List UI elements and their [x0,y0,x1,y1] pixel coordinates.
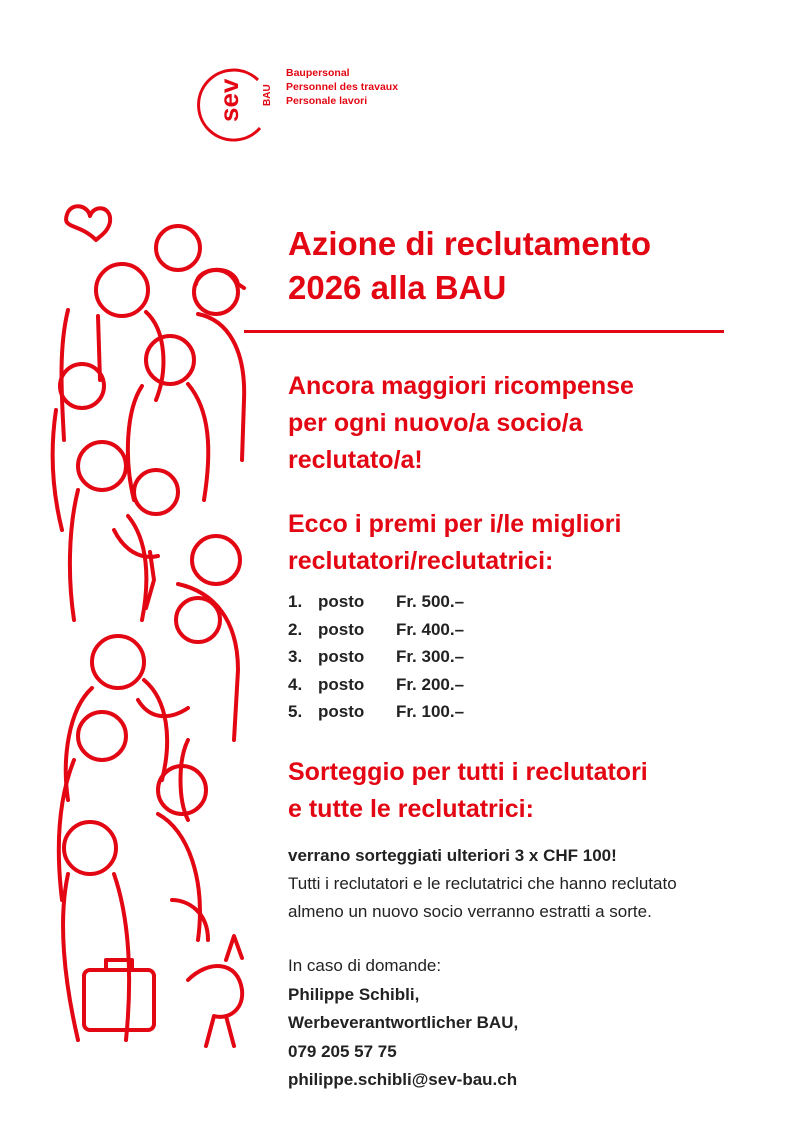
prize-amount: Fr. 500.– [396,592,465,611]
contact-email[interactable]: philippe.schibli@sev-bau.ch [288,1070,518,1089]
title-block [288,222,778,310]
contact-block [288,952,778,1095]
draw-lead: verrano sorteggiati ulteriori 3 x CHF 100! [288,846,617,865]
contact-intro: In caso di domande: [288,956,442,975]
rewards-heading [288,368,758,479]
prize-amount: Fr. 400.– [396,619,465,639]
contact-phone[interactable]: 079 205 57 75 [288,1041,397,1061]
prizes-heading [288,506,758,580]
heading-line: per ogni nuovo/a socio/a [288,409,583,437]
prize-row [288,647,688,675]
prize-row [288,592,688,620]
contact-role: Werbeverantwortlicher BAU, [288,1013,519,1032]
logo-taglines [286,66,398,108]
prize-row [288,675,688,703]
heading-line: Ecco i premi per i/le migliori [288,510,622,538]
title-line: Azione di reclutamento [288,225,652,262]
prize-rank: 4. [288,674,303,694]
draw-line: almeno un nuovo socio verranno estratti a sorte. [288,902,652,921]
title-line: 2026 alla BAU [288,269,507,306]
prize-label: posto [318,592,365,611]
sev-bau-logo [190,60,420,150]
prize-row [288,702,688,730]
page-title [288,222,778,310]
logo-mark [190,60,280,150]
prize-rank: 2. [288,619,303,639]
heading-line: Sorteggio per tutti i reclutatori [288,758,648,786]
logo-line: Personnel des travaux [286,81,399,93]
heading-line: reclutatori/reclutatrici: [288,547,554,575]
prize-amount: Fr. 300.– [396,647,465,666]
logo-line: Baupersonal [286,67,350,79]
logo-wordmark: sev [214,78,244,122]
heading-line: e tutte le reclutatrici: [288,795,534,823]
prize-label: posto [318,702,365,721]
crowd-illustration [38,200,258,1060]
heading-line: reclutato/a! [288,446,423,474]
prize-row [288,620,688,648]
prize-list [288,592,688,730]
prize-amount: Fr. 200.– [396,674,465,694]
prize-amount: Fr. 100.– [396,702,465,721]
prize-rank: 5. [288,702,303,721]
draw-line: Tutti i reclutatori e le reclutatrici che hanno reclutato [288,874,677,893]
title-divider [244,330,724,333]
logo-line: Personale lavori [286,95,368,107]
prize-rank: 3. [288,647,303,666]
prize-label: posto [318,674,365,694]
contact-name: Philippe Schibli, [288,984,420,1004]
prize-rank: 1. [288,592,303,611]
logo-sub: BAU [262,84,273,106]
heading-line: Ancora maggiori ricompense [288,372,634,400]
prize-label: posto [318,619,365,639]
draw-heading [288,754,768,828]
prize-label: posto [318,647,365,666]
draw-description [288,842,778,926]
